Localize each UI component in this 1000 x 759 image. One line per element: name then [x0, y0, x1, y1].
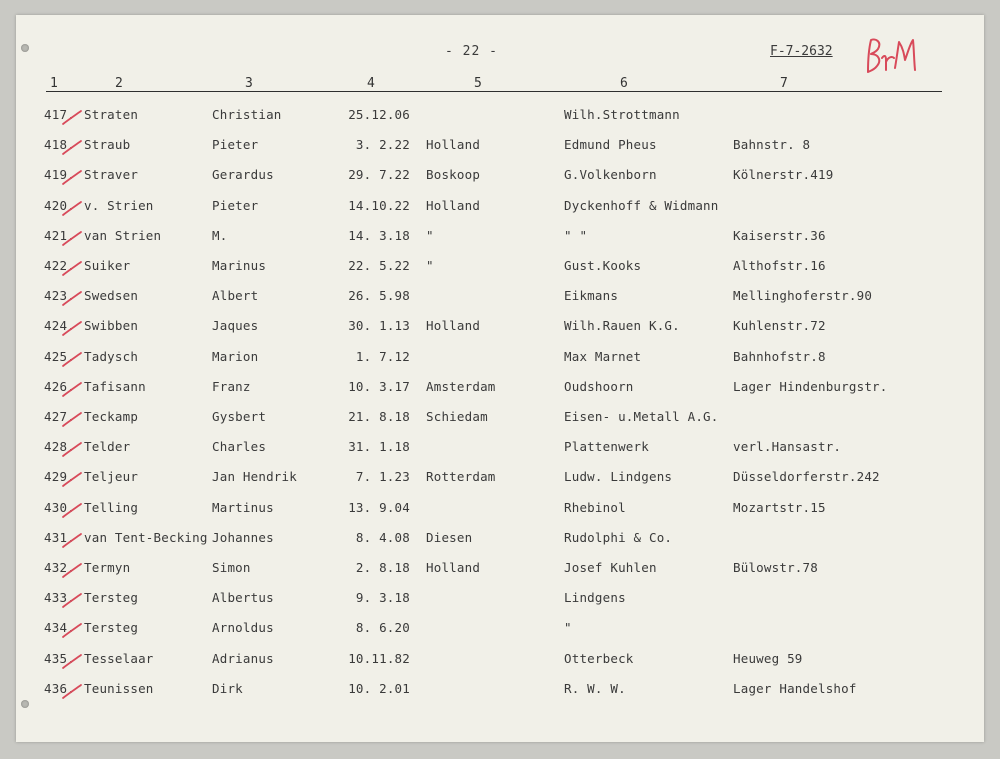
employer: Wilh.Rauen K.G. — [564, 318, 680, 334]
birth-date: 25.12.06 — [348, 107, 410, 122]
surname: v. Strien — [84, 197, 154, 213]
origin-place: Holland — [426, 318, 481, 334]
table-row — [0, 349, 1000, 379]
birth-date: 26. 5.98 — [348, 288, 410, 304]
origin-place: Amsterdam — [426, 378, 496, 394]
column-header-1: 1 — [50, 76, 58, 91]
birth-date: 10. 2.01 — [348, 680, 410, 696]
employer: Max Marnet — [564, 348, 642, 364]
given-name: Adrianus — [212, 650, 274, 666]
red-check-mark — [60, 500, 84, 520]
red-check-mark — [60, 107, 84, 127]
surname: Telder — [84, 439, 131, 455]
entry-number: 423. — [44, 288, 75, 304]
given-name: Dirk — [212, 680, 243, 696]
table-row — [0, 439, 1000, 469]
birth-date: 9. 3.18 — [355, 590, 410, 606]
entry-number: 417. — [44, 107, 75, 122]
given-name: Gerardus — [212, 167, 274, 183]
given-name: Simon — [212, 560, 251, 575]
entry-number: 429. — [44, 469, 75, 485]
surname: Teunissen — [84, 680, 154, 696]
given-name: Pieter — [212, 137, 259, 153]
employer: Eikmans — [564, 288, 619, 304]
birth-date: 8. 4.08 — [355, 529, 410, 545]
surname: Swedsen — [84, 288, 139, 304]
table-row — [0, 198, 1000, 228]
employer: Lindgens — [564, 590, 626, 606]
entry-number: 421. — [44, 227, 75, 243]
surname: van Strien — [84, 227, 162, 243]
red-check-mark — [60, 349, 84, 369]
given-name: Albert — [212, 288, 259, 304]
birth-date: 13. 9.04 — [348, 499, 410, 515]
birth-date: 7. 1.23 — [355, 469, 410, 485]
address: Bülowstr.78 — [733, 560, 818, 575]
red-check-mark — [60, 530, 84, 550]
origin-place: Boskoop — [426, 167, 481, 183]
surname: van Tent-Becking — [84, 529, 208, 545]
entry-number: 424. — [44, 318, 75, 334]
red-check-mark — [60, 560, 84, 580]
surname: Teljeur — [84, 469, 139, 485]
origin-place: Schiedam — [426, 409, 488, 424]
page-number: - 22 - — [445, 44, 498, 59]
surname: Straten — [84, 107, 139, 122]
punch-hole — [21, 44, 29, 52]
entry-number: 419. — [44, 167, 75, 183]
origin-place: " — [426, 227, 434, 243]
origin-place: Holland — [426, 560, 481, 575]
red-check-mark — [60, 228, 84, 248]
origin-place: Holland — [426, 137, 481, 153]
entry-number: 427. — [44, 409, 75, 424]
table-row — [0, 258, 1000, 288]
employer: R. W. W. — [564, 680, 626, 696]
entry-number: 428. — [44, 439, 75, 455]
address: Bahnstr. 8 — [733, 137, 811, 153]
employer: Rudolphi & Co. — [564, 529, 673, 545]
address: Heuweg 59 — [733, 650, 803, 666]
address: Mellinghoferstr.90 — [733, 288, 873, 304]
table-row — [0, 560, 1000, 590]
employer: Otterbeck — [564, 650, 634, 666]
birth-date: 2. 8.18 — [355, 560, 410, 575]
employer: Gust.Kooks — [564, 258, 642, 273]
given-name: Pieter — [212, 197, 259, 213]
surname: Tersteg — [84, 590, 139, 606]
surname: Tadysch — [84, 348, 139, 364]
red-check-mark — [60, 620, 84, 640]
red-check-mark — [60, 681, 84, 701]
given-name: Christian — [212, 107, 282, 122]
red-check-mark — [60, 379, 84, 399]
entry-number: 432. — [44, 560, 75, 575]
table-row — [0, 107, 1000, 137]
table-row — [0, 137, 1000, 167]
red-check-mark — [60, 167, 84, 187]
table-row — [0, 620, 1000, 650]
red-check-mark — [60, 469, 84, 489]
address: Düsseldorferstr.242 — [733, 469, 880, 485]
entry-number: 425. — [44, 348, 75, 364]
birth-date: 21. 8.18 — [348, 409, 410, 424]
employer: Ludw. Lindgens — [564, 469, 673, 485]
entry-number: 430. — [44, 499, 75, 515]
entry-number: 436. — [44, 680, 75, 696]
address: verl.Hansastr. — [733, 439, 842, 455]
surname: Teckamp — [84, 409, 139, 424]
handwritten-initials-mark — [862, 34, 924, 78]
employer: Rhebinol — [564, 499, 626, 515]
given-name: Jaques — [212, 318, 259, 334]
address: Kaiserstr.36 — [733, 227, 826, 243]
birth-date: 14. 3.18 — [348, 227, 410, 243]
given-name: Marion — [212, 348, 259, 364]
column-header-5: 5 — [474, 76, 482, 91]
surname: Telling — [84, 499, 139, 515]
red-check-mark — [60, 651, 84, 671]
address: Kuhlenstr.72 — [733, 318, 826, 334]
column-header-3: 3 — [245, 76, 253, 91]
red-check-mark — [60, 439, 84, 459]
given-name: Marinus — [212, 258, 267, 273]
birth-date: 31. 1.18 — [348, 439, 410, 455]
table-row — [0, 590, 1000, 620]
birth-date: 10.11.82 — [348, 650, 410, 666]
column-header-6: 6 — [620, 76, 628, 91]
surname: Tersteg — [84, 620, 139, 636]
employer: Oudshoorn — [564, 378, 634, 394]
given-name: Charles — [212, 439, 267, 455]
birth-date: 29. 7.22 — [348, 167, 410, 183]
birth-date: 8. 6.20 — [355, 620, 410, 636]
origin-place: Holland — [426, 197, 481, 213]
table-row — [0, 500, 1000, 530]
employer: Dyckenhoff & Widmann — [564, 197, 719, 213]
origin-place: Diesen — [426, 529, 473, 545]
table-row — [0, 469, 1000, 499]
address: Lager Handelshof — [733, 680, 857, 696]
table-row — [0, 379, 1000, 409]
table-row — [0, 288, 1000, 318]
address: Bahnhofstr.8 — [733, 348, 826, 364]
column-header-2: 2 — [115, 76, 123, 91]
employer: G.Volkenborn — [564, 167, 657, 183]
column-header-7: 7 — [780, 76, 788, 91]
employer: " — [564, 620, 572, 636]
red-check-mark — [60, 137, 84, 157]
given-name: Martinus — [212, 499, 274, 515]
table-row — [0, 681, 1000, 711]
birth-date: 14.10.22 — [348, 197, 410, 213]
given-name: Gysbert — [212, 409, 267, 424]
reference-number: F-7-2632 — [770, 44, 833, 59]
header-rule — [46, 91, 942, 92]
red-check-mark — [60, 409, 84, 429]
table-row — [0, 318, 1000, 348]
birth-date: 10. 3.17 — [348, 378, 410, 394]
given-name: Albertus — [212, 590, 274, 606]
birth-date: 22. 5.22 — [348, 258, 410, 273]
birth-date: 3. 2.22 — [355, 137, 410, 153]
table-row — [0, 228, 1000, 258]
entry-number: 426. — [44, 378, 75, 394]
given-name: Franz — [212, 378, 251, 394]
table-row — [0, 651, 1000, 681]
red-check-mark — [60, 590, 84, 610]
employer: Eisen- u.Metall A.G. — [564, 409, 719, 424]
surname: Swibben — [84, 318, 139, 334]
employer: Edmund Pheus — [564, 137, 657, 153]
column-header-4: 4 — [367, 76, 375, 91]
address: Mozartstr.15 — [733, 499, 826, 515]
origin-place: " — [426, 258, 434, 273]
given-name: Johannes — [212, 529, 274, 545]
given-name: M. — [212, 227, 228, 243]
surname: Tafisann — [84, 378, 146, 394]
address: Lager Hindenburgstr. — [733, 378, 888, 394]
birth-date: 1. 7.12 — [355, 348, 410, 364]
address: Althofstr.16 — [733, 258, 826, 273]
entry-number: 420. — [44, 197, 75, 213]
employer: Wilh.Strottmann — [564, 107, 680, 122]
surname: Termyn — [84, 560, 131, 575]
address: Kölnerstr.419 — [733, 167, 834, 183]
table-row — [0, 530, 1000, 560]
entry-number: 435. — [44, 650, 75, 666]
table-row — [0, 409, 1000, 439]
entry-number: 433. — [44, 590, 75, 606]
surname: Suiker — [84, 258, 131, 273]
red-check-mark — [60, 198, 84, 218]
surname: Tesselaar — [84, 650, 154, 666]
entry-number: 418. — [44, 137, 75, 153]
employer: Josef Kuhlen — [564, 560, 657, 575]
entry-number: 434. — [44, 620, 75, 636]
entry-number: 422. — [44, 258, 75, 273]
given-name: Jan Hendrik — [212, 469, 297, 485]
origin-place: Rotterdam — [426, 469, 496, 485]
birth-date: 30. 1.13 — [348, 318, 410, 334]
red-check-mark — [60, 318, 84, 338]
surname: Straver — [84, 167, 139, 183]
employer: Plattenwerk — [564, 439, 649, 455]
given-name: Arnoldus — [212, 620, 274, 636]
employer: " " — [564, 227, 588, 243]
red-check-mark — [60, 258, 84, 278]
red-check-mark — [60, 288, 84, 308]
table-row — [0, 167, 1000, 197]
entry-number: 431. — [44, 529, 75, 545]
surname: Straub — [84, 137, 131, 153]
